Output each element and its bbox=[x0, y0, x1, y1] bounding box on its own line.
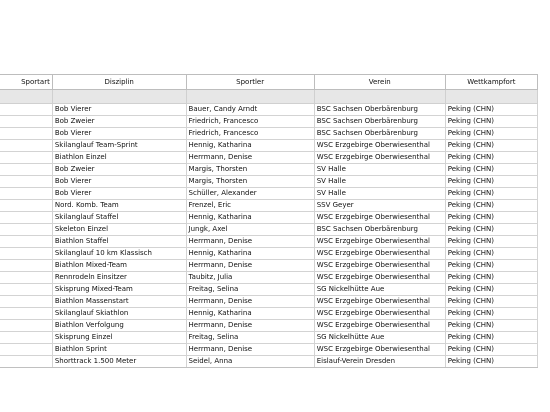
cell-wettkampfort[interactable]: Peking (CHN) bbox=[445, 212, 537, 224]
cell-disziplin[interactable]: Biathlon Mixed-Team bbox=[52, 260, 186, 272]
table-row[interactable] bbox=[0, 212, 538, 224]
group-row bbox=[0, 90, 538, 104]
cell-sportler[interactable]: Bauer, Candy Arndt bbox=[186, 104, 314, 116]
cell-wettkampfort[interactable]: Peking (CHN) bbox=[445, 284, 537, 296]
cell-sportart[interactable] bbox=[0, 320, 52, 332]
cell-sportler[interactable]: Herrmann, Denise bbox=[186, 152, 314, 164]
cell-sportler[interactable]: Friedrich, Francesco bbox=[186, 116, 314, 128]
cell-sportart[interactable] bbox=[0, 284, 52, 296]
cell-sportart[interactable] bbox=[0, 188, 52, 200]
cell-sportart[interactable] bbox=[0, 200, 52, 212]
table-row[interactable] bbox=[0, 284, 538, 296]
column-header-sportler[interactable]: Sportler bbox=[186, 75, 314, 90]
table-row[interactable] bbox=[0, 116, 538, 128]
cell-wettkampfort[interactable]: Peking (CHN) bbox=[445, 152, 537, 164]
cell-disziplin[interactable]: Skilanglauf 10 km Klassisch bbox=[52, 248, 186, 260]
cell-sportart[interactable] bbox=[0, 152, 52, 164]
cell-verein[interactable]: WSC Erzgebirge Oberwiesenthal bbox=[314, 320, 445, 332]
cell-verein[interactable]: BSC Sachsen Oberbärenburg bbox=[314, 224, 445, 236]
cell-sportler[interactable]: Herrmann, Denise bbox=[186, 320, 314, 332]
cell-disziplin[interactable]: Bob Zweier bbox=[52, 116, 186, 128]
cell-disziplin[interactable]: Skilanglauf Skiathlon bbox=[52, 308, 186, 320]
cell-verein[interactable]: SG Nickelhütte Aue bbox=[314, 284, 445, 296]
cell-disziplin[interactable]: Biathlon Massenstart bbox=[52, 296, 186, 308]
cell-sportart[interactable] bbox=[0, 344, 52, 356]
cell-verein[interactable]: BSC Sachsen Oberbärenburg bbox=[314, 128, 445, 140]
cell-disziplin[interactable]: Skisprung Mixed-Team bbox=[52, 284, 186, 296]
cell-disziplin[interactable]: Nord. Komb. Team bbox=[52, 200, 186, 212]
table-row[interactable] bbox=[0, 104, 538, 116]
cell-wettkampfort[interactable]: Peking (CHN) bbox=[445, 260, 537, 272]
cell-disziplin[interactable]: Biathlon Staffel bbox=[52, 236, 186, 248]
table-row[interactable] bbox=[0, 152, 538, 164]
cell-sportler[interactable]: Freitag, Selina bbox=[186, 284, 314, 296]
cell-sportler[interactable]: Hennig, Katharina bbox=[186, 248, 314, 260]
table-row[interactable] bbox=[0, 200, 538, 212]
cell-verein[interactable]: WSC Erzgebirge Oberwiesenthal bbox=[314, 140, 445, 152]
cell-wettkampfort[interactable]: Peking (CHN) bbox=[445, 128, 537, 140]
cell-disziplin[interactable]: Biathlon Einzel bbox=[52, 152, 186, 164]
cell-wettkampfort[interactable]: Peking (CHN) bbox=[445, 116, 537, 128]
cell-disziplin[interactable]: Rennrodeln Einsitzer bbox=[52, 272, 186, 284]
cell-disziplin[interactable]: Skisprung Einzel bbox=[52, 332, 186, 344]
cell-sportler[interactable]: Margis, Thorsten bbox=[186, 176, 314, 188]
table-row[interactable] bbox=[0, 236, 538, 248]
cell-sportart[interactable] bbox=[0, 212, 52, 224]
cell-sportler[interactable]: Hennig, Katharina bbox=[186, 140, 314, 152]
athlete-table bbox=[0, 74, 538, 368]
column-header-disziplin[interactable]: Disziplin bbox=[52, 75, 186, 90]
cell-sportart[interactable] bbox=[0, 332, 52, 344]
cell-verein[interactable]: WSC Erzgebirge Oberwiesenthal bbox=[314, 272, 445, 284]
table-row[interactable] bbox=[0, 356, 538, 368]
group-cell bbox=[52, 90, 186, 104]
cell-wettkampfort[interactable]: Peking (CHN) bbox=[445, 236, 537, 248]
cell-sportler[interactable]: Friedrich, Francesco bbox=[186, 128, 314, 140]
cell-disziplin[interactable]: Bob Zweier bbox=[52, 164, 186, 176]
cell-wettkampfort[interactable]: Peking (CHN) bbox=[445, 104, 537, 116]
cell-wettkampfort[interactable]: Peking (CHN) bbox=[445, 332, 537, 344]
cell-sportler[interactable]: Frenzel, Eric bbox=[186, 200, 314, 212]
cell-verein[interactable]: WSC Erzgebirge Oberwiesenthal bbox=[314, 308, 445, 320]
cell-verein[interactable]: WSC Erzgebirge Oberwiesenthal bbox=[314, 296, 445, 308]
cell-wettkampfort[interactable]: Peking (CHN) bbox=[445, 296, 537, 308]
cell-sportart[interactable] bbox=[0, 164, 52, 176]
cell-wettkampfort[interactable]: Peking (CHN) bbox=[445, 140, 537, 152]
group-cell bbox=[0, 90, 52, 104]
cell-sportler[interactable]: Jungk, Axel bbox=[186, 224, 314, 236]
cell-verein[interactable]: SV Halle bbox=[314, 176, 445, 188]
cell-disziplin[interactable]: Bob Vierer bbox=[52, 128, 186, 140]
cell-verein[interactable]: WSC Erzgebirge Oberwiesenthal bbox=[314, 344, 445, 356]
cell-verein[interactable]: WSC Erzgebirge Oberwiesenthal bbox=[314, 236, 445, 248]
cell-wettkampfort[interactable]: Peking (CHN) bbox=[445, 308, 537, 320]
cell-disziplin[interactable]: Bob Vierer bbox=[52, 104, 186, 116]
cell-wettkampfort[interactable]: Peking (CHN) bbox=[445, 320, 537, 332]
cell-sportler[interactable]: Margis, Thorsten bbox=[186, 164, 314, 176]
table-row[interactable] bbox=[0, 308, 538, 320]
cell-sportler[interactable]: Herrmann, Denise bbox=[186, 260, 314, 272]
table-row[interactable] bbox=[0, 164, 538, 176]
cell-disziplin[interactable]: Bob Vierer bbox=[52, 188, 186, 200]
cell-sportler[interactable]: Herrmann, Denise bbox=[186, 236, 314, 248]
cell-wettkampfort[interactable]: Peking (CHN) bbox=[445, 344, 537, 356]
cell-verein[interactable]: SV Halle bbox=[314, 164, 445, 176]
column-header-verein[interactable]: Verein bbox=[314, 75, 445, 90]
cell-sportart[interactable] bbox=[0, 308, 52, 320]
cell-disziplin[interactable]: Skilanglauf Team-Sprint bbox=[52, 140, 186, 152]
table-row[interactable] bbox=[0, 320, 538, 332]
column-header-wettkampfort[interactable]: Wettkampfort bbox=[445, 75, 537, 90]
cell-sportler[interactable]: Herrmann, Denise bbox=[186, 344, 314, 356]
cell-verein[interactable]: BSC Sachsen Oberbärenburg bbox=[314, 116, 445, 128]
table-row[interactable] bbox=[0, 272, 538, 284]
cell-wettkampfort[interactable]: Peking (CHN) bbox=[445, 164, 537, 176]
cell-wettkampfort[interactable]: Peking (CHN) bbox=[445, 176, 537, 188]
cell-verein[interactable]: SV Halle bbox=[314, 188, 445, 200]
cell-sportart[interactable] bbox=[0, 272, 52, 284]
cell-wettkampfort[interactable]: Peking (CHN) bbox=[445, 188, 537, 200]
cell-sportler[interactable]: Hennig, Katharina bbox=[186, 308, 314, 320]
cell-sportart[interactable] bbox=[0, 128, 52, 140]
table-row[interactable] bbox=[0, 140, 538, 152]
cell-sportler[interactable]: Schüller, Alexander bbox=[186, 188, 314, 200]
cell-verein[interactable]: BSC Sachsen Oberbärenburg bbox=[314, 104, 445, 116]
header-row bbox=[0, 75, 538, 90]
cell-sportler[interactable]: Herrmann, Denise bbox=[186, 296, 314, 308]
cell-disziplin[interactable]: Skeleton Einzel bbox=[52, 224, 186, 236]
cell-verein[interactable]: WSC Erzgebirge Oberwiesenthal bbox=[314, 152, 445, 164]
table-row[interactable] bbox=[0, 332, 538, 344]
cell-sportart[interactable] bbox=[0, 224, 52, 236]
table-row[interactable] bbox=[0, 296, 538, 308]
cell-verein[interactable]: SG Nickelhütte Aue bbox=[314, 332, 445, 344]
cell-disziplin[interactable]: Biathlon Sprint bbox=[52, 344, 186, 356]
table-row[interactable] bbox=[0, 248, 538, 260]
table-row[interactable] bbox=[0, 260, 538, 272]
cell-wettkampfort[interactable]: Peking (CHN) bbox=[445, 272, 537, 284]
cell-sportart[interactable] bbox=[0, 176, 52, 188]
group-cell bbox=[186, 90, 314, 104]
cell-disziplin[interactable]: Shorttrack 1.500 Meter bbox=[52, 356, 186, 368]
cell-sportart[interactable] bbox=[0, 104, 52, 116]
cell-wettkampfort[interactable]: Peking (CHN) bbox=[445, 200, 537, 212]
cell-wettkampfort[interactable]: Peking (CHN) bbox=[445, 224, 537, 236]
cell-verein[interactable]: Eislauf-Verein Dresden bbox=[314, 356, 445, 368]
cell-disziplin[interactable]: Skilanglauf Staffel bbox=[52, 212, 186, 224]
group-cell bbox=[314, 90, 445, 104]
cell-disziplin[interactable]: Bob Vierer bbox=[52, 176, 186, 188]
cell-verein[interactable]: SSV Geyer bbox=[314, 200, 445, 212]
cell-sportart[interactable] bbox=[0, 236, 52, 248]
cell-verein[interactable]: WSC Erzgebirge Oberwiesenthal bbox=[314, 248, 445, 260]
table-row[interactable] bbox=[0, 224, 538, 236]
cell-wettkampfort[interactable]: Peking (CHN) bbox=[445, 356, 537, 368]
cell-sportart[interactable] bbox=[0, 260, 52, 272]
table-row[interactable] bbox=[0, 344, 538, 356]
table-row[interactable] bbox=[0, 128, 538, 140]
cell-sportler[interactable]: Seidel, Anna bbox=[186, 356, 314, 368]
cell-sportler[interactable]: Hennig, Katharina bbox=[186, 212, 314, 224]
cell-sportart[interactable] bbox=[0, 296, 52, 308]
column-header-sportart[interactable]: Sportart bbox=[0, 75, 52, 90]
cell-sportler[interactable]: Taubitz, Julia bbox=[186, 272, 314, 284]
cell-sportler[interactable]: Freitag, Selina bbox=[186, 332, 314, 344]
cell-sportart[interactable] bbox=[0, 356, 52, 368]
cell-sportart[interactable] bbox=[0, 248, 52, 260]
cell-sportart[interactable] bbox=[0, 140, 52, 152]
table-row[interactable] bbox=[0, 176, 538, 188]
group-cell bbox=[445, 90, 537, 104]
cell-sportart[interactable] bbox=[0, 116, 52, 128]
cell-disziplin[interactable]: Biathlon Verfolgung bbox=[52, 320, 186, 332]
cell-wettkampfort[interactable]: Peking (CHN) bbox=[445, 248, 537, 260]
cell-verein[interactable]: WSC Erzgebirge Oberwiesenthal bbox=[314, 260, 445, 272]
cell-verein[interactable]: WSC Erzgebirge Oberwiesenthal bbox=[314, 212, 445, 224]
table-row[interactable] bbox=[0, 188, 538, 200]
